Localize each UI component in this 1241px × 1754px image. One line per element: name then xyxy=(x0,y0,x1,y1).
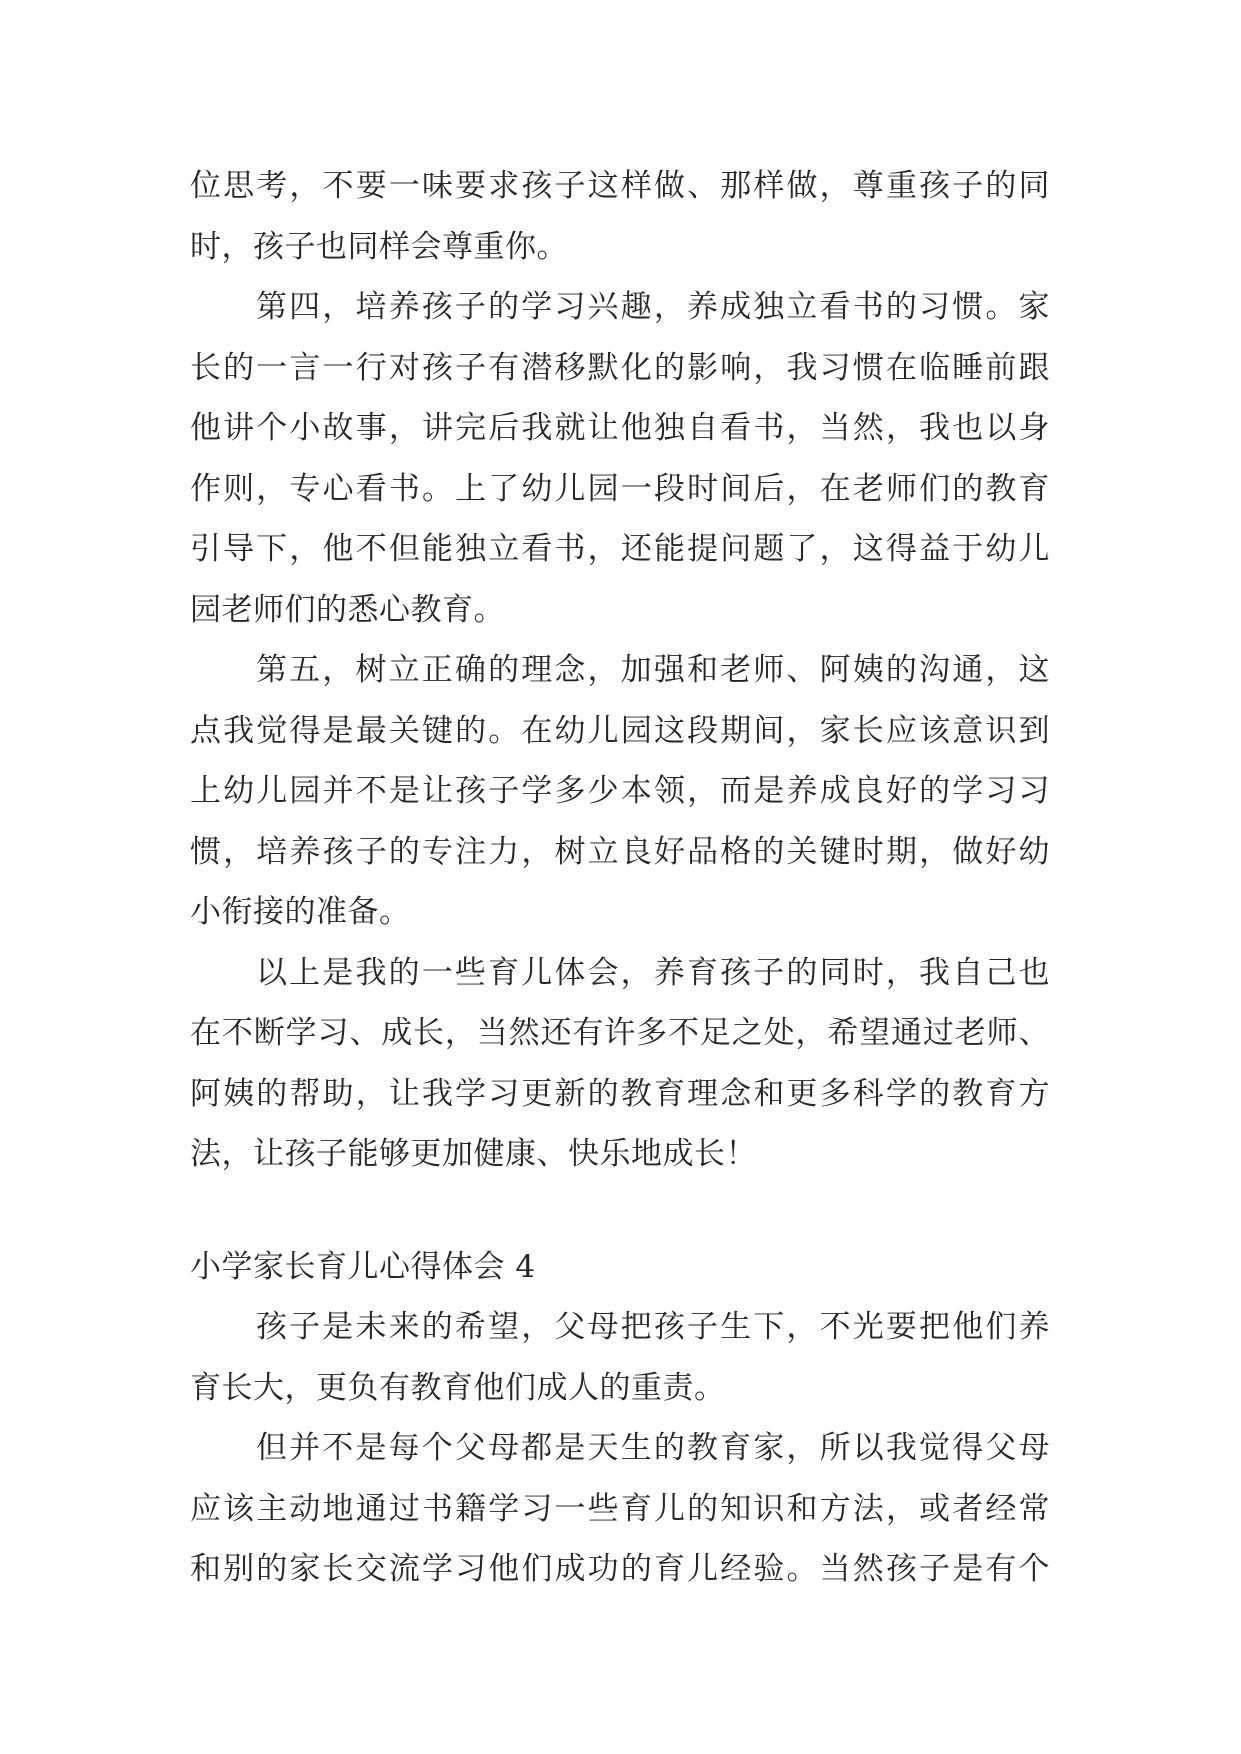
text-line: 第四，培养孩子的学习兴趣，养成独立看书的习惯。家 xyxy=(256,289,1050,325)
text-line: 作则，专心看书。上了幼儿园一段时间后，在老师们的教育 xyxy=(190,470,1050,507)
section-gap xyxy=(190,1185,1050,1237)
text-line: 惯，培养孩子的专注力，树立良好品格的关键时期，做好幼 xyxy=(190,833,1050,870)
section-heading: 小学家长育儿心得体会 4 xyxy=(190,1248,536,1285)
paragraph xyxy=(190,640,1050,943)
paragraph xyxy=(190,1297,1050,1418)
paragraph xyxy=(190,277,1050,640)
document-body xyxy=(190,156,1050,1600)
text-line: 位思考，不要一味要求孩子这样做、那样做，尊重孩子的同 xyxy=(190,168,1050,204)
paragraph xyxy=(190,1418,1050,1600)
text-line: 点我觉得是最关键的。在幼儿园这段期间，家长应该意识到 xyxy=(190,712,1050,749)
text-line: 小衔接的准备。 xyxy=(190,894,411,930)
text-line: 以上是我的一些育儿体会，养育孩子的同时，我自己也 xyxy=(256,954,1050,991)
text-line: 法，让孩子能够更加健康、快乐地成长！ xyxy=(190,1136,757,1172)
text-line: 园老师们的悉心教育。 xyxy=(190,591,505,628)
text-line: 应该主动地通过书籍学习一些育儿的知识和方法，或者经常 xyxy=(190,1490,1050,1527)
text-line: 阿姨的帮助，让我学习更新的教育理念和更多科学的教育方 xyxy=(190,1075,1050,1112)
text-line: 长的一言一行对孩子有潜移默化的影响，我习惯在临睡前跟 xyxy=(190,349,1050,386)
paragraph xyxy=(190,156,1050,277)
text-line: 但并不是每个父母都是天生的教育家，所以我觉得父母 xyxy=(256,1430,1050,1466)
text-line: 上幼儿园并不是让孩子学多少本领，而是养成良好的学习习 xyxy=(190,773,1050,809)
text-line: 时，孩子也同样会尊重你。 xyxy=(190,228,568,265)
text-line: 第五，树立正确的理念，加强和老师、阿姨的沟通，这 xyxy=(256,652,1050,688)
text-line: 和别的家长交流学习他们成功的育儿经验。当然孩子是有个 xyxy=(190,1551,1050,1587)
text-line: 育长大，更负有教育他们成人的重责。 xyxy=(190,1369,726,1406)
text-line: 引导下，他不但能独立看书，还能提问题了，这得益于幼儿 xyxy=(190,531,1050,567)
paragraph xyxy=(190,943,1050,1185)
text-line: 在不断学习、成长，当然还有许多不足之处，希望通过老师、 xyxy=(190,1015,1050,1051)
text-line: 孩子是未来的希望，父母把孩子生下，不光要把他们养 xyxy=(256,1309,1050,1345)
text-line: 他讲个小故事，讲完后我就让他独自看书，当然，我也以身 xyxy=(190,410,1050,446)
